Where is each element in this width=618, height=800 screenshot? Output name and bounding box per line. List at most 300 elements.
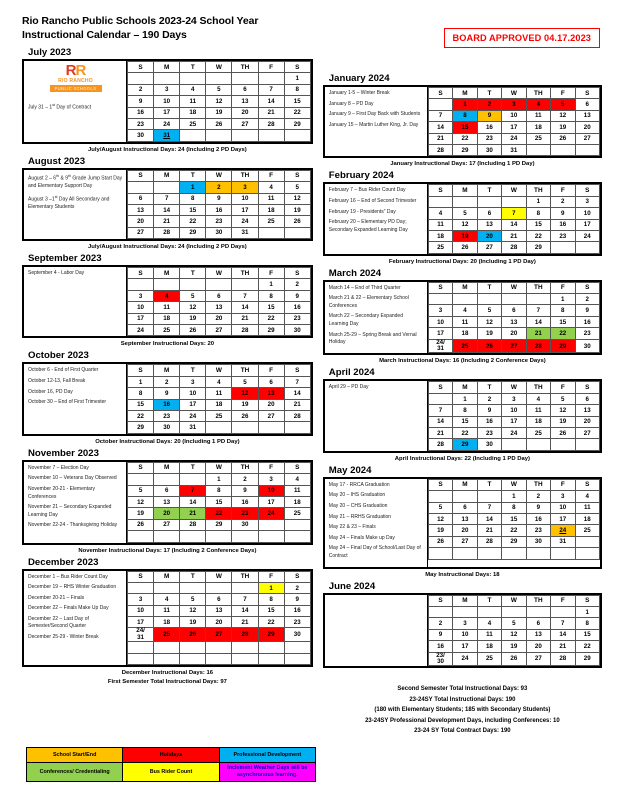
calendar-day-17[interactable]: 17 bbox=[502, 416, 526, 427]
calendar-day-2[interactable]: 2 bbox=[477, 393, 501, 404]
calendar-day-6[interactable]: 6 bbox=[575, 99, 600, 110]
calendar-day-26[interactable]: 26 bbox=[128, 519, 154, 530]
calendar-day-23[interactable]: 23 bbox=[154, 410, 180, 421]
calendar-day-24[interactable]: 24 bbox=[453, 652, 477, 666]
calendar-day-27[interactable]: 27 bbox=[128, 227, 154, 238]
calendar-day-4[interactable]: 4 bbox=[284, 474, 310, 485]
calendar-day-28[interactable]: 28 bbox=[428, 439, 452, 450]
calendar-day-17[interactable]: 17 bbox=[428, 328, 452, 339]
calendar-day-6[interactable]: 6 bbox=[154, 485, 180, 496]
calendar-day-6[interactable]: 6 bbox=[206, 290, 232, 301]
calendar-day-12[interactable]: 12 bbox=[206, 96, 232, 107]
calendar-day-23[interactable]: 23 bbox=[526, 525, 550, 536]
calendar-day-1[interactable]: 1 bbox=[526, 196, 550, 207]
calendar-day-7[interactable]: 7 bbox=[428, 405, 452, 416]
calendar-day-28[interactable]: 28 bbox=[180, 519, 206, 530]
calendar-day-7[interactable]: 7 bbox=[284, 376, 310, 387]
calendar-day-22[interactable]: 22 bbox=[453, 133, 477, 144]
calendar-day-20[interactable]: 20 bbox=[232, 107, 258, 118]
calendar-day-13-holidays[interactable]: 13 bbox=[258, 388, 284, 399]
calendar-day-15[interactable]: 15 bbox=[551, 316, 575, 327]
calendar-day-10[interactable]: 10 bbox=[502, 110, 526, 121]
calendar-day-31[interactable]: 31 bbox=[502, 144, 526, 155]
calendar-day-20[interactable]: 20 bbox=[206, 313, 232, 324]
calendar-day-18[interactable]: 18 bbox=[526, 122, 550, 133]
calendar-day-20-conferences[interactable]: 20 bbox=[154, 508, 180, 519]
calendar-day-30[interactable]: 30 bbox=[154, 422, 180, 433]
calendar-day-8[interactable]: 8 bbox=[128, 388, 154, 399]
calendar-day-15[interactable]: 15 bbox=[206, 496, 232, 507]
calendar-day-21[interactable]: 21 bbox=[258, 107, 284, 118]
calendar-day-24[interactable]: 24 bbox=[128, 325, 154, 336]
calendar-day-25[interactable]: 25 bbox=[526, 428, 550, 439]
calendar-day-1[interactable]: 1 bbox=[575, 606, 600, 617]
calendar-day-29[interactable]: 29 bbox=[526, 242, 550, 253]
calendar-day-8[interactable]: 8 bbox=[258, 290, 284, 301]
calendar-day-16[interactable]: 16 bbox=[206, 204, 232, 215]
calendar-day-24[interactable]: 24 bbox=[154, 118, 180, 129]
calendar-day-2[interactable]: 2 bbox=[232, 474, 258, 485]
calendar-day-17[interactable]: 17 bbox=[453, 641, 477, 652]
calendar-day-25[interactable]: 25 bbox=[180, 118, 206, 129]
calendar-day-17[interactable]: 17 bbox=[575, 219, 600, 230]
calendar-day-25-holidays[interactable]: 25 bbox=[453, 339, 477, 353]
calendar-day-21[interactable]: 21 bbox=[154, 216, 180, 227]
calendar-day-6[interactable]: 6 bbox=[232, 84, 258, 95]
calendar-day-2[interactable]: 2 bbox=[284, 279, 310, 290]
calendar-day-7[interactable]: 7 bbox=[551, 618, 575, 629]
calendar-day-27-holidays[interactable]: 27 bbox=[206, 628, 232, 642]
calendar-day-30[interactable]: 30 bbox=[575, 339, 600, 353]
calendar-day-29[interactable]: 29 bbox=[453, 144, 477, 155]
calendar-day-16[interactable]: 16 bbox=[526, 513, 550, 524]
calendar-day-21[interactable]: 21 bbox=[551, 641, 575, 652]
calendar-day-2[interactable]: 2 bbox=[526, 491, 550, 502]
calendar-day-4[interactable]: 4 bbox=[206, 376, 232, 387]
calendar-day-23[interactable]: 23 bbox=[128, 118, 154, 129]
calendar-day-6[interactable]: 6 bbox=[575, 393, 600, 404]
calendar-day-23[interactable]: 23 bbox=[575, 328, 600, 339]
calendar-day-10-holidays[interactable]: 10 bbox=[258, 485, 284, 496]
calendar-day-13[interactable]: 13 bbox=[154, 496, 180, 507]
calendar-day-22-holidays[interactable]: 22 bbox=[206, 508, 232, 519]
calendar-day-23[interactable]: 23 bbox=[477, 428, 501, 439]
calendar-day-25[interactable]: 25 bbox=[206, 410, 232, 421]
calendar-day-24[interactable]: 24 bbox=[502, 428, 526, 439]
calendar-day-14[interactable]: 14 bbox=[258, 96, 284, 107]
calendar-day-29[interactable]: 29 bbox=[180, 227, 206, 238]
calendar-day-29-holidays[interactable]: 29 bbox=[551, 339, 575, 353]
calendar-day-5[interactable]: 5 bbox=[551, 393, 575, 404]
calendar-day-12[interactable]: 12 bbox=[180, 302, 206, 313]
calendar-day-30[interactable]: 30 bbox=[477, 439, 501, 450]
calendar-day-15[interactable]: 15 bbox=[258, 605, 284, 616]
calendar-day-5[interactable]: 5 bbox=[232, 376, 258, 387]
calendar-day-28[interactable]: 28 bbox=[502, 242, 526, 253]
calendar-day-4[interactable]: 4 bbox=[428, 208, 452, 219]
calendar-day-8[interactable]: 8 bbox=[284, 84, 310, 95]
calendar-day-26-holidays[interactable]: 26 bbox=[180, 628, 206, 642]
calendar-day-30[interactable]: 30 bbox=[526, 536, 550, 547]
calendar-day-14[interactable]: 14 bbox=[477, 513, 501, 524]
calendar-day-23[interactable]: 23 bbox=[551, 230, 575, 241]
calendar-day-16[interactable]: 16 bbox=[551, 219, 575, 230]
calendar-day-16[interactable]: 16 bbox=[232, 496, 258, 507]
calendar-day-18[interactable]: 18 bbox=[428, 230, 452, 241]
calendar-day-11[interactable]: 11 bbox=[428, 219, 452, 230]
calendar-day-11[interactable]: 11 bbox=[575, 502, 600, 513]
calendar-day-4[interactable]: 4 bbox=[526, 393, 550, 404]
calendar-day-4[interactable]: 4 bbox=[258, 182, 284, 193]
calendar-day-12-holidays[interactable]: 12 bbox=[232, 388, 258, 399]
calendar-day-17[interactable]: 17 bbox=[502, 122, 526, 133]
calendar-day-28[interactable]: 28 bbox=[258, 118, 284, 129]
calendar-day-18[interactable]: 18 bbox=[258, 204, 284, 215]
calendar-day-11[interactable]: 11 bbox=[453, 316, 477, 327]
calendar-day-5[interactable]: 5 bbox=[477, 305, 501, 316]
calendar-day-30[interactable]: 30 bbox=[284, 325, 310, 336]
calendar-day-8[interactable]: 8 bbox=[551, 305, 575, 316]
calendar-day-13[interactable]: 13 bbox=[526, 629, 550, 640]
calendar-day-12[interactable]: 12 bbox=[551, 110, 575, 121]
calendar-day-11[interactable]: 11 bbox=[526, 110, 550, 121]
calendar-day-5[interactable]: 5 bbox=[206, 84, 232, 95]
calendar-day-4[interactable]: 4 bbox=[180, 84, 206, 95]
calendar-day-29-holidays[interactable]: 29 bbox=[258, 628, 284, 642]
calendar-day-6[interactable]: 6 bbox=[206, 594, 232, 605]
calendar-day-28[interactable]: 28 bbox=[428, 144, 452, 155]
calendar-day-24[interactable]: 24/ 31 bbox=[128, 628, 154, 642]
calendar-day-13[interactable]: 13 bbox=[128, 204, 154, 215]
calendar-day-21[interactable]: 21 bbox=[502, 230, 526, 241]
calendar-day-12[interactable]: 12 bbox=[284, 193, 310, 204]
calendar-day-21[interactable]: 21 bbox=[232, 313, 258, 324]
calendar-day-19[interactable]: 19 bbox=[180, 617, 206, 628]
calendar-day-16[interactable]: 16 bbox=[428, 641, 452, 652]
calendar-day-24-school_start_end[interactable]: 24 bbox=[551, 525, 575, 536]
calendar-day-12[interactable]: 12 bbox=[477, 316, 501, 327]
calendar-day-23[interactable]: 23 bbox=[284, 313, 310, 324]
calendar-day-24[interactable]: 24 bbox=[575, 230, 600, 241]
calendar-day-10[interactable]: 10 bbox=[453, 629, 477, 640]
calendar-day-14[interactable]: 14 bbox=[526, 316, 550, 327]
calendar-day-19[interactable]: 19 bbox=[284, 204, 310, 215]
calendar-day-15[interactable]: 15 bbox=[258, 302, 284, 313]
calendar-day-3[interactable]: 3 bbox=[180, 376, 206, 387]
calendar-day-28[interactable]: 28 bbox=[551, 652, 575, 666]
calendar-day-26[interactable]: 26 bbox=[180, 325, 206, 336]
calendar-day-19[interactable]: 19 bbox=[180, 313, 206, 324]
calendar-day-11[interactable]: 11 bbox=[180, 96, 206, 107]
calendar-day-27[interactable]: 27 bbox=[232, 118, 258, 129]
calendar-day-19[interactable]: 19 bbox=[232, 399, 258, 410]
calendar-day-22[interactable]: 22 bbox=[180, 216, 206, 227]
calendar-day-18[interactable]: 18 bbox=[154, 617, 180, 628]
calendar-day-19[interactable]: 19 bbox=[206, 107, 232, 118]
calendar-day-3-school_start_end[interactable]: 3 bbox=[232, 182, 258, 193]
calendar-day-13[interactable]: 13 bbox=[575, 110, 600, 121]
calendar-day-12[interactable]: 12 bbox=[502, 629, 526, 640]
calendar-day-24[interactable]: 24 bbox=[232, 216, 258, 227]
calendar-day-24-holidays[interactable]: 24 bbox=[258, 508, 284, 519]
calendar-day-9[interactable]: 9 bbox=[284, 290, 310, 301]
calendar-day-17[interactable]: 17 bbox=[154, 107, 180, 118]
calendar-day-28-holidays[interactable]: 28 bbox=[232, 628, 258, 642]
calendar-day-25[interactable]: 25 bbox=[258, 216, 284, 227]
calendar-day-9[interactable]: 9 bbox=[128, 96, 154, 107]
calendar-day-22[interactable]: 22 bbox=[526, 230, 550, 241]
calendar-day-27[interactable]: 27 bbox=[526, 652, 550, 666]
calendar-day-27[interactable]: 27 bbox=[477, 242, 501, 253]
calendar-day-21[interactable]: 21 bbox=[428, 133, 452, 144]
calendar-day-12[interactable]: 12 bbox=[180, 605, 206, 616]
calendar-day-17[interactable]: 17 bbox=[128, 313, 154, 324]
calendar-day-15[interactable]: 15 bbox=[502, 513, 526, 524]
calendar-day-16[interactable]: 16 bbox=[477, 122, 501, 133]
calendar-day-7[interactable]: 7 bbox=[428, 110, 452, 121]
calendar-day-25[interactable]: 25 bbox=[428, 242, 452, 253]
calendar-day-3[interactable]: 3 bbox=[453, 618, 477, 629]
calendar-day-9-school_start_end[interactable]: 9 bbox=[477, 110, 501, 121]
calendar-day-26[interactable]: 26 bbox=[206, 118, 232, 129]
calendar-day-8[interactable]: 8 bbox=[526, 208, 550, 219]
calendar-day-14[interactable]: 14 bbox=[232, 605, 258, 616]
calendar-day-18[interactable]: 18 bbox=[575, 513, 600, 524]
calendar-day-16[interactable]: 16 bbox=[284, 605, 310, 616]
calendar-day-17[interactable]: 17 bbox=[232, 204, 258, 215]
calendar-day-22[interactable]: 22 bbox=[128, 410, 154, 421]
calendar-day-2[interactable]: 2 bbox=[551, 196, 575, 207]
calendar-day-7-holidays[interactable]: 7 bbox=[180, 485, 206, 496]
calendar-day-1[interactable]: 1 bbox=[551, 294, 575, 305]
calendar-day-6[interactable]: 6 bbox=[258, 376, 284, 387]
calendar-day-23[interactable]: 23/ 30 bbox=[428, 652, 452, 666]
calendar-day-28[interactable]: 28 bbox=[284, 410, 310, 421]
calendar-day-11[interactable]: 11 bbox=[258, 193, 284, 204]
calendar-day-11[interactable]: 11 bbox=[154, 605, 180, 616]
calendar-day-21-conferences[interactable]: 21 bbox=[180, 508, 206, 519]
calendar-day-30[interactable]: 30 bbox=[232, 519, 258, 530]
calendar-day-31[interactable]: 31 bbox=[232, 227, 258, 238]
calendar-day-29[interactable]: 29 bbox=[575, 652, 600, 666]
calendar-day-23-holidays[interactable]: 23 bbox=[232, 508, 258, 519]
calendar-day-4-holidays[interactable]: 4 bbox=[526, 99, 550, 110]
calendar-day-16[interactable]: 16 bbox=[575, 316, 600, 327]
calendar-day-21-conferences[interactable]: 21 bbox=[526, 328, 550, 339]
calendar-day-24[interactable]: 24/ 31 bbox=[428, 339, 452, 353]
calendar-day-11[interactable]: 11 bbox=[284, 485, 310, 496]
calendar-day-16-professional_development[interactable]: 16 bbox=[154, 399, 180, 410]
calendar-day-10[interactable]: 10 bbox=[180, 388, 206, 399]
calendar-day-11[interactable]: 11 bbox=[526, 405, 550, 416]
calendar-day-9[interactable]: 9 bbox=[232, 485, 258, 496]
calendar-day-17[interactable]: 17 bbox=[180, 399, 206, 410]
calendar-day-31[interactable]: 31 bbox=[180, 422, 206, 433]
calendar-day-23[interactable]: 23 bbox=[477, 133, 501, 144]
calendar-day-30[interactable]: 30 bbox=[206, 227, 232, 238]
calendar-day-22[interactable]: 22 bbox=[258, 313, 284, 324]
calendar-day-20[interactable]: 20 bbox=[453, 525, 477, 536]
calendar-day-22[interactable]: 22 bbox=[284, 107, 310, 118]
calendar-day-22[interactable]: 22 bbox=[453, 428, 477, 439]
calendar-day-23[interactable]: 23 bbox=[284, 617, 310, 628]
calendar-day-31-professional_development[interactable]: 31 bbox=[154, 130, 180, 141]
calendar-day-13[interactable]: 13 bbox=[575, 405, 600, 416]
calendar-day-5[interactable]: 5 bbox=[502, 618, 526, 629]
calendar-day-6[interactable]: 6 bbox=[453, 502, 477, 513]
calendar-day-17[interactable]: 17 bbox=[128, 617, 154, 628]
calendar-day-6[interactable]: 6 bbox=[477, 208, 501, 219]
calendar-day-29[interactable]: 29 bbox=[128, 422, 154, 433]
calendar-day-19[interactable]: 19 bbox=[128, 508, 154, 519]
calendar-day-15[interactable]: 15 bbox=[526, 219, 550, 230]
calendar-day-3[interactable]: 3 bbox=[575, 196, 600, 207]
calendar-day-13[interactable]: 13 bbox=[502, 316, 526, 327]
calendar-day-15[interactable]: 15 bbox=[180, 204, 206, 215]
calendar-day-2-holidays[interactable]: 2 bbox=[477, 99, 501, 110]
calendar-day-20[interactable]: 20 bbox=[128, 216, 154, 227]
calendar-day-1-bus_rider_count[interactable]: 1 bbox=[258, 582, 284, 593]
calendar-day-12[interactable]: 12 bbox=[128, 496, 154, 507]
calendar-day-3[interactable]: 3 bbox=[428, 305, 452, 316]
calendar-day-26[interactable]: 26 bbox=[453, 242, 477, 253]
calendar-day-13[interactable]: 13 bbox=[206, 605, 232, 616]
calendar-day-9[interactable]: 9 bbox=[477, 405, 501, 416]
calendar-day-17[interactable]: 17 bbox=[551, 513, 575, 524]
calendar-day-25[interactable]: 25 bbox=[526, 133, 550, 144]
calendar-day-2[interactable]: 2 bbox=[128, 84, 154, 95]
calendar-day-11[interactable]: 11 bbox=[477, 629, 501, 640]
calendar-day-15[interactable]: 15 bbox=[284, 96, 310, 107]
calendar-day-9[interactable]: 9 bbox=[284, 594, 310, 605]
calendar-day-27[interactable]: 27 bbox=[453, 536, 477, 547]
calendar-day-2-school_start_end[interactable]: 2 bbox=[206, 182, 232, 193]
calendar-day-7[interactable]: 7 bbox=[232, 594, 258, 605]
calendar-day-14[interactable]: 14 bbox=[502, 219, 526, 230]
calendar-day-15-holidays[interactable]: 15 bbox=[453, 122, 477, 133]
calendar-day-26[interactable]: 26 bbox=[232, 410, 258, 421]
calendar-day-14[interactable]: 14 bbox=[154, 204, 180, 215]
calendar-day-30[interactable]: 30 bbox=[284, 628, 310, 642]
calendar-day-18[interactable]: 18 bbox=[284, 496, 310, 507]
calendar-day-14[interactable]: 14 bbox=[232, 302, 258, 313]
calendar-day-7-bus_rider_count[interactable]: 7 bbox=[502, 208, 526, 219]
calendar-day-6[interactable]: 6 bbox=[128, 193, 154, 204]
calendar-day-25[interactable]: 25 bbox=[154, 325, 180, 336]
calendar-day-6[interactable]: 6 bbox=[526, 618, 550, 629]
calendar-day-1[interactable]: 1 bbox=[258, 279, 284, 290]
calendar-day-27[interactable]: 27 bbox=[258, 410, 284, 421]
calendar-day-29[interactable]: 29 bbox=[206, 519, 232, 530]
calendar-day-10[interactable]: 10 bbox=[575, 208, 600, 219]
calendar-day-25-holidays[interactable]: 25 bbox=[154, 628, 180, 642]
calendar-day-31[interactable]: 31 bbox=[551, 536, 575, 547]
calendar-day-18[interactable]: 18 bbox=[453, 328, 477, 339]
calendar-day-12[interactable]: 12 bbox=[428, 513, 452, 524]
calendar-day-4[interactable]: 4 bbox=[453, 305, 477, 316]
calendar-day-7[interactable]: 7 bbox=[526, 305, 550, 316]
calendar-day-28[interactable]: 28 bbox=[154, 227, 180, 238]
calendar-day-5[interactable]: 5 bbox=[180, 290, 206, 301]
calendar-day-3-holidays[interactable]: 3 bbox=[502, 99, 526, 110]
calendar-day-9[interactable]: 9 bbox=[428, 629, 452, 640]
calendar-day-27[interactable]: 27 bbox=[206, 325, 232, 336]
calendar-day-20[interactable]: 20 bbox=[526, 641, 550, 652]
calendar-day-15[interactable]: 15 bbox=[453, 416, 477, 427]
calendar-day-19[interactable]: 19 bbox=[502, 641, 526, 652]
calendar-day-1-holidays[interactable]: 1 bbox=[453, 99, 477, 110]
calendar-day-21[interactable]: 21 bbox=[232, 617, 258, 628]
calendar-day-1[interactable]: 1 bbox=[453, 393, 477, 404]
calendar-day-26[interactable]: 26 bbox=[502, 652, 526, 666]
calendar-day-1[interactable]: 1 bbox=[206, 474, 232, 485]
calendar-day-14[interactable]: 14 bbox=[428, 122, 452, 133]
calendar-day-5[interactable]: 5 bbox=[428, 502, 452, 513]
calendar-day-8[interactable]: 8 bbox=[502, 502, 526, 513]
calendar-day-3[interactable]: 3 bbox=[154, 84, 180, 95]
calendar-day-10[interactable]: 10 bbox=[502, 405, 526, 416]
calendar-day-18[interactable]: 18 bbox=[154, 313, 180, 324]
calendar-day-10[interactable]: 10 bbox=[128, 605, 154, 616]
calendar-day-29[interactable]: 29 bbox=[502, 536, 526, 547]
calendar-day-26[interactable]: 26 bbox=[428, 536, 452, 547]
calendar-day-4[interactable]: 4 bbox=[575, 491, 600, 502]
calendar-day-8[interactable]: 8 bbox=[258, 594, 284, 605]
calendar-day-1[interactable]: 1 bbox=[128, 376, 154, 387]
calendar-day-9[interactable]: 9 bbox=[154, 388, 180, 399]
calendar-day-14[interactable]: 14 bbox=[180, 496, 206, 507]
calendar-day-15[interactable]: 15 bbox=[575, 629, 600, 640]
calendar-day-4[interactable]: 4 bbox=[477, 618, 501, 629]
calendar-day-1[interactable]: 1 bbox=[284, 73, 310, 84]
calendar-day-14[interactable]: 14 bbox=[428, 416, 452, 427]
calendar-day-3[interactable]: 3 bbox=[128, 290, 154, 301]
calendar-day-7[interactable]: 7 bbox=[258, 84, 284, 95]
calendar-day-12[interactable]: 12 bbox=[453, 219, 477, 230]
calendar-day-20[interactable]: 20 bbox=[206, 617, 232, 628]
calendar-day-23[interactable]: 23 bbox=[206, 216, 232, 227]
calendar-day-21[interactable]: 21 bbox=[284, 399, 310, 410]
calendar-day-25[interactable]: 25 bbox=[284, 508, 310, 519]
calendar-day-20[interactable]: 20 bbox=[575, 416, 600, 427]
calendar-day-9[interactable]: 9 bbox=[526, 502, 550, 513]
calendar-day-5-holidays[interactable]: 5 bbox=[551, 99, 575, 110]
calendar-day-10[interactable]: 10 bbox=[428, 316, 452, 327]
calendar-day-8[interactable]: 8 bbox=[206, 485, 232, 496]
calendar-day-19-holidays[interactable]: 19 bbox=[453, 230, 477, 241]
calendar-day-16[interactable]: 16 bbox=[284, 302, 310, 313]
calendar-day-22[interactable]: 22 bbox=[575, 641, 600, 652]
calendar-day-16[interactable]: 16 bbox=[477, 416, 501, 427]
calendar-day-22[interactable]: 22 bbox=[258, 617, 284, 628]
calendar-day-15[interactable]: 15 bbox=[128, 399, 154, 410]
calendar-day-7[interactable]: 7 bbox=[477, 502, 501, 513]
calendar-day-20[interactable]: 20 bbox=[258, 399, 284, 410]
calendar-day-9[interactable]: 9 bbox=[575, 305, 600, 316]
calendar-day-9[interactable]: 9 bbox=[206, 193, 232, 204]
calendar-day-24[interactable]: 24 bbox=[180, 410, 206, 421]
calendar-day-3[interactable]: 3 bbox=[258, 474, 284, 485]
calendar-day-28[interactable]: 28 bbox=[232, 325, 258, 336]
calendar-day-3[interactable]: 3 bbox=[502, 393, 526, 404]
calendar-day-18[interactable]: 18 bbox=[206, 399, 232, 410]
calendar-day-5[interactable]: 5 bbox=[180, 594, 206, 605]
calendar-day-22[interactable]: 22 bbox=[502, 525, 526, 536]
calendar-day-18[interactable]: 18 bbox=[526, 416, 550, 427]
calendar-day-27[interactable]: 27 bbox=[154, 519, 180, 530]
calendar-day-21[interactable]: 21 bbox=[428, 428, 452, 439]
calendar-day-14[interactable]: 14 bbox=[551, 629, 575, 640]
